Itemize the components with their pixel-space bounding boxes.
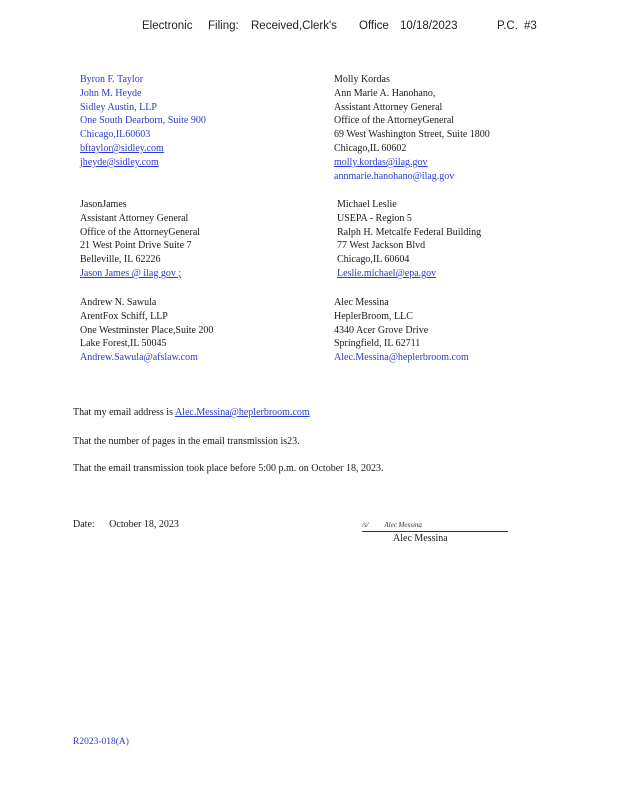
email-link[interactable]: Jason James @ ilag gov ; — [80, 267, 182, 279]
header-office: Office — [359, 20, 389, 32]
statement-email — [73, 407, 344, 418]
email-link[interactable]: Leslie.michael@epa.gov — [337, 267, 437, 279]
contact-line: Chicago,IL 60604 — [337, 254, 410, 266]
contact-line: ArentFox Schiff, LLP — [80, 310, 168, 322]
contact-block-taylor — [80, 73, 206, 170]
contact-line: Lake Forest,IL 50045 — [80, 338, 167, 350]
email-link[interactable]: molly.kordas@ilag.gov — [334, 156, 428, 168]
contact-line: Sidley Austin, LLP — [80, 101, 157, 113]
header-filing: Filing: — [208, 20, 239, 32]
document-id: R2023-018(A) — [73, 737, 129, 747]
contact-line: 69 West Washington Street, Suite 1800 — [334, 129, 490, 141]
email-link[interactable]: Alec.Messina@heplerbroom.com — [334, 352, 469, 364]
contact-block-sawula — [80, 296, 213, 365]
contact-line: One Westminster Place,Suite 200 — [80, 324, 214, 336]
header-received: Received,Clerk's — [251, 20, 337, 32]
date-value: October 18, 2023 — [109, 519, 179, 530]
contact-line: Assistant Attorney General — [334, 101, 443, 113]
statement-pages: That the number of pages in the email transmission is23. — [73, 436, 300, 447]
contact-line: Office of the AttorneyGeneral — [80, 226, 201, 238]
signer-name: Alec Messina — [393, 533, 448, 544]
contact-line: Chicago,IL60603 — [80, 129, 151, 141]
contact-line: Assistant Attorney General — [80, 212, 189, 224]
header-electronic: Electronic — [142, 20, 193, 32]
contact-block-messina — [334, 296, 469, 365]
statement-email-text: That my email address is — [73, 407, 173, 418]
contact-line: One South Dearborn, Suite 900 — [80, 115, 206, 127]
header-pc: P.C. — [497, 20, 518, 32]
contact-line: HeplerBroom, LLC — [334, 310, 413, 322]
contact-line: JasonJames — [80, 199, 127, 210]
signature-script: Alec Messina — [384, 521, 422, 529]
date-label: Date: — [73, 519, 95, 530]
statement-time: That the email transmission took place before 5:00 p.m. on October 18, 2023. — [73, 463, 384, 474]
email-link[interactable]: annmarie.hanohano@ilag.gov — [334, 170, 455, 182]
statement-email-link[interactable]: Alec.Messina@heplerbroom.com — [174, 407, 310, 418]
contact-line: Ralph H. Metcalfe Federal Building — [337, 226, 482, 238]
date-line — [73, 519, 179, 530]
email-link[interactable]: Andrew.Sawula@afslaw.com — [80, 352, 198, 364]
contact-line: Belleville, IL 62226 — [80, 254, 161, 266]
signature-prefix: /s/ — [362, 521, 369, 529]
contact-line: 4340 Acer Grove Drive — [334, 324, 429, 336]
contact-line: 21 West Point Drive Suite 7 — [80, 240, 192, 252]
contact-line: Michael Leslie — [337, 199, 397, 210]
contact-line: Byron F. Taylor — [80, 74, 144, 85]
email-link[interactable]: jheyde@sidley.com — [80, 156, 159, 168]
contact-line: 77 West Jackson Blvd — [337, 240, 426, 252]
contact-line: Springfield, IL 62711 — [334, 338, 421, 350]
contact-line: Molly Kordas — [334, 74, 390, 85]
contact-line: USEPA - Region 5 — [337, 212, 412, 224]
contact-line: Alec Messina — [334, 297, 389, 308]
email-link[interactable]: bftaylor@sidley.com — [80, 142, 164, 154]
contact-line: Office of the AttorneyGeneral — [334, 115, 455, 127]
contact-block-james — [80, 198, 200, 281]
contact-line: Ann Marie A. Hanohano, — [334, 87, 436, 99]
signature-line — [362, 521, 508, 532]
header-pc-number: #3 — [524, 20, 537, 32]
filing-header — [0, 20, 618, 36]
contact-line: John M. Heyde — [80, 87, 142, 99]
contact-line: Andrew N. Sawula — [80, 297, 157, 308]
contact-block-kordas — [334, 73, 490, 183]
header-date: 10/18/2023 — [400, 20, 458, 32]
contact-line: Chicago,IL 60602 — [334, 142, 407, 154]
contact-block-leslie — [337, 198, 481, 281]
